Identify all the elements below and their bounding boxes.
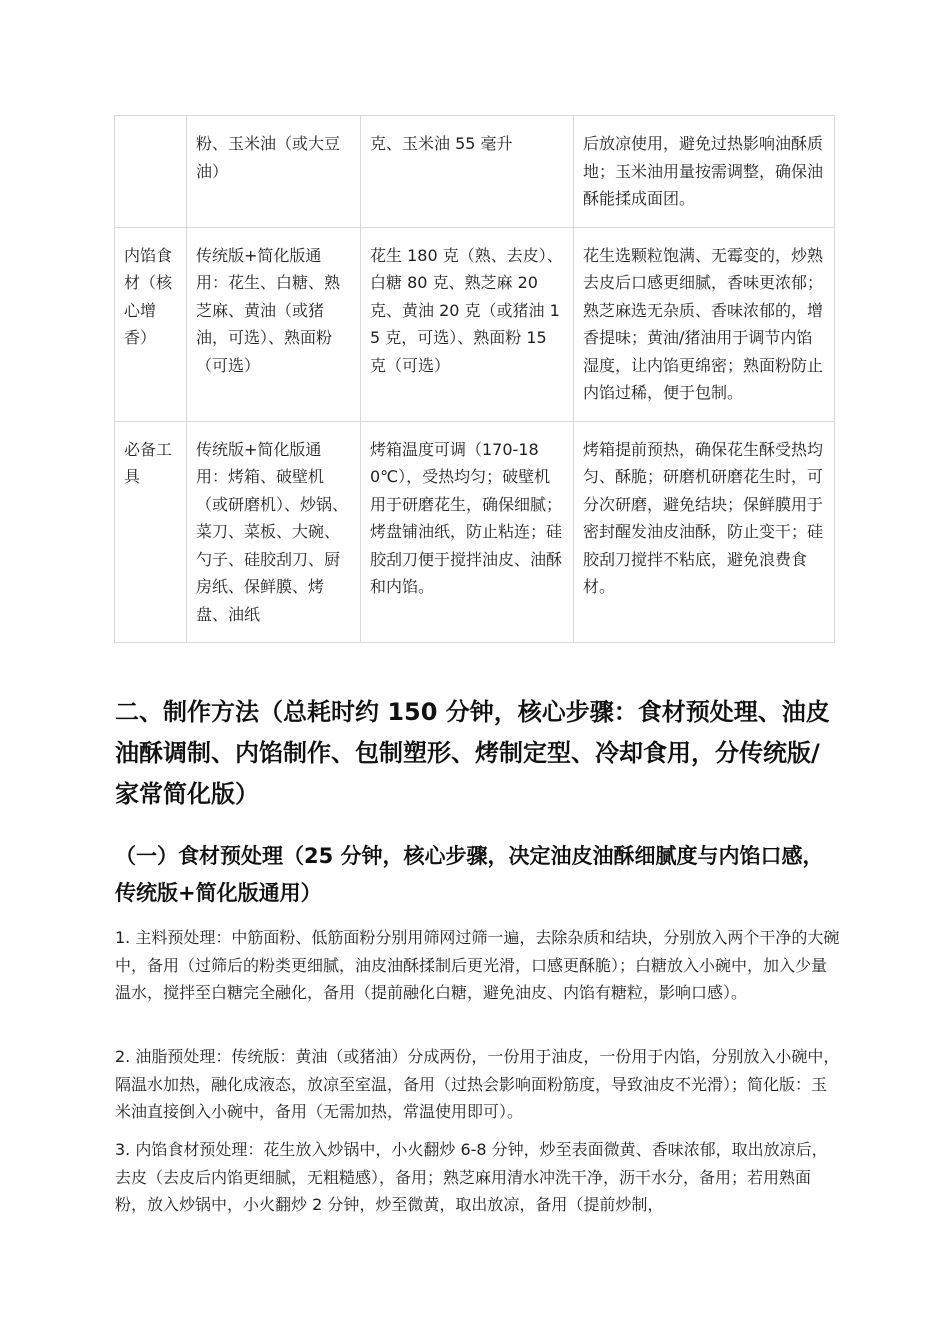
section-heading: 二、制作方法（总耗时约 150 分钟，核心步骤：食材预处理、油皮油酥调制、内馅制作、包制塑形、烤制定型、冷却食用，分传统版/家常简化版） xyxy=(115,698,830,808)
table-cell-category: 必备工具 xyxy=(115,421,187,643)
paragraph-step-1: 1. 主料预处理：中筋面粉、低筋面粉分别用筛网过筛一遍，去除杂质和结块，分别放入两个干净的大碗中，备用（过筛后的粉类更细腻，油皮油酥揉制后更光滑，口感更酥脆）；白糖放入小碗中，加入少量温水，搅拌至白糖完全融化，备用（提前融化白糖，避免油皮、内馅有糖粒，影响口感）。 xyxy=(115,928,840,1002)
table-cell-category: 内馅食材（核心增香） xyxy=(115,227,187,421)
table-cell-amount: 花生 180 克（熟、去皮）、白糖 80 克、熟芝麻 20 克、黄油 20 克（或猪油 15 克，可选）、熟面粉 15 克（可选） xyxy=(361,227,574,421)
table-row xyxy=(115,421,835,643)
table-row xyxy=(115,227,835,421)
table-cell-amount: 烤箱温度可调（170-180℃），受热均匀；破壁机用于研磨花生，确保细腻；烤盘铺油纸，防止粘连；硅胶刮刀便于搅拌油皮、油酥和内馅。 xyxy=(361,421,574,643)
table-cell-notes: 烤箱提前预热，确保花生酥受热均匀、酥脆；研磨机研磨花生时，可分次研磨，避免结块；保鲜膜用于密封醒发油皮油酥，防止变干；硅胶刮刀搅拌不粘底，避免浪费食材。 xyxy=(574,421,835,643)
table-cell-items: 传统版+简化版通用：花生、白糖、熟芝麻、黄油（或猪油，可选）、熟面粉（可选） xyxy=(187,227,361,421)
table-cell-items: 粉、玉米油（或大豆油） xyxy=(187,116,361,228)
table-cell-notes: 后放凉使用，避免过热影响油酥质地；玉米油用量按需调整，确保油酥能揉成面团。 xyxy=(574,116,835,228)
table-cell-amount: 克、玉米油 55 毫升 xyxy=(361,116,574,228)
table-row xyxy=(115,116,835,228)
table-cell-items: 传统版+简化版通用：烤箱、破壁机（或研磨机）、炒锅、菜刀、菜板、大碗、勺子、硅胶刮刀、厨房纸、保鲜膜、烤盘、油纸 xyxy=(187,421,361,643)
table-cell-category xyxy=(115,116,187,228)
paragraph-step-2: 2. 油脂预处理：传统版：黄油（或猪油）分成两份，一份用于油皮，一份用于内馅，分别放入小碗中，隔温水加热，融化成液态，放凉至室温，备用（过热会影响面粉筋度，导致油皮不光滑）；简化版：玉米油直接倒入小碗中，备用（无需加热，常温使用即可）。 xyxy=(115,1047,840,1121)
ingredients-table xyxy=(114,115,835,643)
subsection-heading: （一）食材预处理（25 分钟，核心步骤，决定油皮油酥细腻度与内馅口感，传统版+简化版通用） xyxy=(115,844,824,905)
table-cell-notes: 花生选颗粒饱满、无霉变的，炒熟去皮后口感更细腻，香味更浓郁；熟芝麻选无杂质、香味浓郁的，增香提味；黄油/猪油用于调节内馅湿度，让内馅更绵密；熟面粉防止内馅过稀，便于包制。 xyxy=(574,227,835,421)
paragraph-step-3: 3. 内馅食材预处理：花生放入炒锅中，小火翻炒 6-8 分钟，炒至表面微黄、香味浓郁，取出放凉后，去皮（去皮后内馅更细腻，无粗糙感），备用；熟芝麻用清水冲洗干净，沥干水分，备用；若用熟面粉，放入炒锅中，小火翻炒 2 分钟，炒至微黄，取出放凉，备用（提前炒制， xyxy=(115,1140,828,1214)
